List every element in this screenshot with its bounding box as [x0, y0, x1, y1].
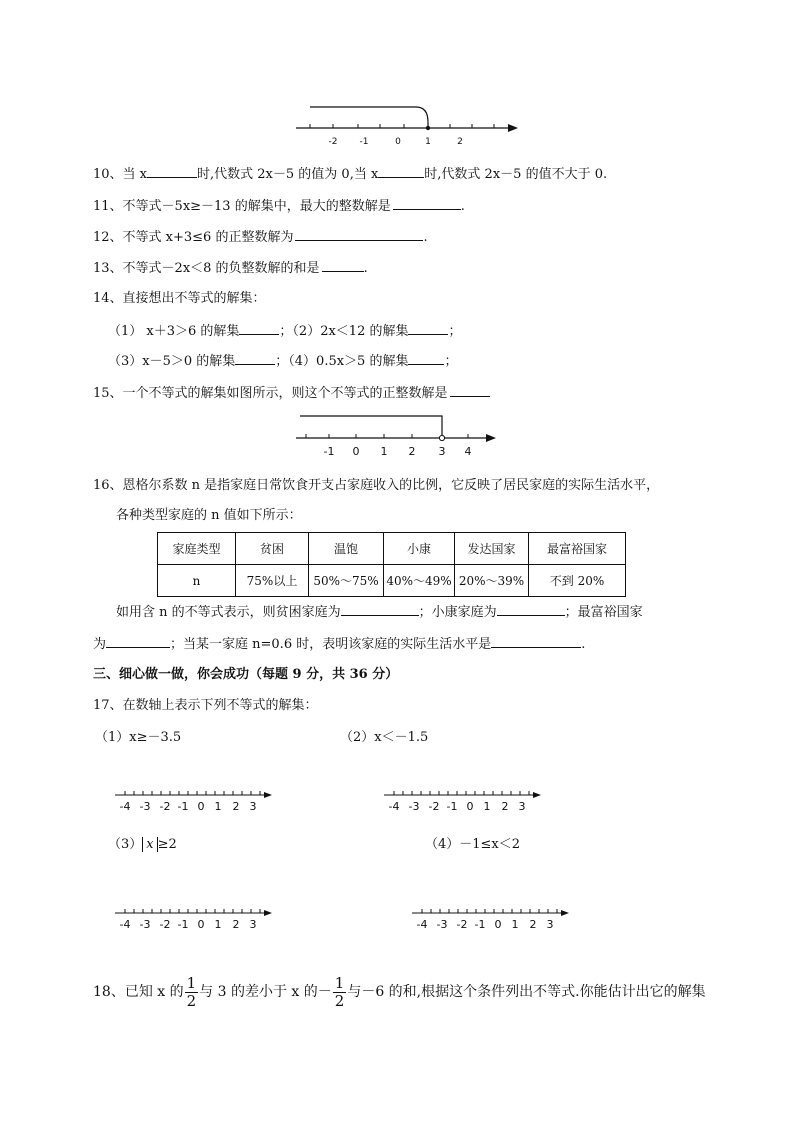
answer-blank[interactable]: [408, 322, 448, 335]
absolute-value: x: [142, 837, 157, 852]
tick-label: 2: [529, 918, 537, 931]
tick-label: 2: [408, 445, 416, 458]
tick-label: -4: [119, 800, 131, 813]
table-cell: 20%～39%: [455, 565, 529, 597]
question-17-title: 17、在数轴上表示下列不等式的解集：: [93, 698, 318, 713]
tick-label: 0: [494, 918, 502, 931]
answer-blank[interactable]: [147, 165, 197, 178]
question-17-part-1: （1）x≥－3.5: [95, 730, 182, 745]
answer-blank[interactable]: [393, 197, 461, 210]
tick-label: 0: [466, 800, 474, 813]
question-15: 15、一个不等式的解集如图所示，则这个不等式的正整数解是: [93, 384, 490, 403]
tick-label: 2: [501, 800, 509, 813]
question-12: 12、不等式 x+3≤6 的正整数解为 .: [93, 230, 428, 245]
engel-table: [157, 532, 626, 597]
tick-label: 1: [380, 445, 388, 458]
tick-label: 3: [518, 800, 526, 813]
hollow-point: [439, 435, 444, 440]
tick-label: -3: [408, 800, 420, 813]
axis-arrow: [561, 910, 569, 916]
table-cell: 不到 20%: [529, 565, 626, 597]
question-14-row-2: （3）x－5＞0 的解集 ；（4）0.5x＞5 的解集 ；: [108, 354, 458, 369]
question-11: 11、不等式－5x≥－13 的解集中，最大的整数解是 .: [93, 199, 465, 214]
table-row: [158, 533, 626, 565]
answer-blank[interactable]: [106, 635, 170, 648]
tick-label: -4: [388, 800, 400, 813]
axis-arrow: [264, 910, 272, 916]
tick-label: 2: [457, 137, 463, 147]
number-line-17-3: [112, 904, 274, 934]
tick-label: 0: [197, 918, 205, 931]
question-17-part-3: （3） x ≥2: [108, 837, 177, 852]
tick-label: -1: [446, 800, 458, 813]
tick-label: -4: [416, 918, 428, 931]
tick-label: 4: [464, 445, 472, 458]
solution-bracket: [300, 416, 442, 438]
tick-label: 1: [483, 800, 491, 813]
axis-arrow: [533, 792, 541, 798]
table-cell: 贫困: [236, 533, 309, 565]
tick-label: -2: [328, 137, 338, 147]
tick-label: -2: [159, 800, 171, 813]
question-16-line-2: 各种类型家庭的 n 值如下所示：: [116, 508, 302, 523]
tick-label: 0: [352, 445, 360, 458]
tick-label: 3: [438, 445, 446, 458]
number-line-top: [292, 100, 524, 152]
tick-label: 1: [425, 137, 431, 147]
axis-arrow: [264, 792, 272, 798]
question-14-row-1: （1） x＋3＞6 的解集 ；（2）2x＜12 的解集 ；: [108, 324, 462, 339]
question-10: 10、当 x 时,代数式 2x－5 的值为 0,当 x 时,代数式 2x－5 的值不大于 0.: [93, 167, 608, 182]
answer-blank[interactable]: [450, 384, 490, 397]
axis-arrow: [486, 434, 496, 442]
number-line-17-2: [381, 786, 543, 816]
answer-blank[interactable]: [408, 352, 444, 365]
tick-label: 3: [249, 800, 257, 813]
tick-label: 0: [197, 800, 205, 813]
tick-label: -3: [436, 918, 448, 931]
question-16-line-3: 如用含 n 的不等式表示，则贫困家庭为 ；小康家庭为 ；最富裕国家: [116, 605, 643, 620]
tick-label: 0: [395, 137, 401, 147]
number-line-17-1: [112, 786, 274, 816]
tick-label: 2: [232, 918, 240, 931]
table-cell: 75%以上: [236, 565, 309, 597]
table-cell: 小康: [384, 533, 455, 565]
question-16-line-4: 为 ；当某一家庭 n=0.6 时，表明该家庭的实际生活水平是 .: [93, 637, 586, 652]
table-cell: 最富裕国家: [529, 533, 626, 565]
table-cell: 家庭类型: [158, 533, 236, 565]
question-14-title: 14、直接想出不等式的解集：: [93, 291, 266, 306]
tick-label: -3: [139, 800, 151, 813]
tick-label: -1: [474, 918, 486, 931]
section-3-heading: 三、细心做一做，你会成功（每题 9 分，共 36 分）: [93, 667, 399, 682]
question-17-part-4: （4）－1≤x＜2: [425, 837, 521, 852]
tick-label: -2: [456, 918, 468, 931]
solid-point: [426, 126, 430, 130]
question-16-line-1: 16、恩格尔系数 n 是指家庭日常饮食开支占家庭收入的比例，它反映了居民家庭的实际生活水平，: [93, 478, 660, 493]
tick-label: -1: [177, 800, 189, 813]
table-row: [158, 565, 626, 597]
table-cell: 50%～75%: [309, 565, 384, 597]
axis-arrow: [508, 124, 518, 132]
table-cell: 发达国家: [455, 533, 529, 565]
answer-blank[interactable]: [322, 259, 364, 272]
number-line-q15: [292, 410, 502, 460]
answer-blank[interactable]: [295, 228, 423, 241]
table-cell: 温饱: [309, 533, 384, 565]
question-13: 13、不等式－2x＜8 的负整数解的和是 .: [93, 261, 368, 276]
question-18: 18、已知 x 的 $\frac{1}{2}$ 与 3 的差小于 x 的－ $\frac{1}{2}$ 与－6 的和,根据这个条件列出不等式.你能估计出它的解集: [93, 973, 706, 1010]
answer-blank[interactable]: [497, 603, 565, 616]
tick-label: 1: [511, 918, 519, 931]
tick-label: -4: [119, 918, 131, 931]
fraction: $\frac{1}{2}$: [186, 973, 197, 1010]
tick-label: 3: [249, 918, 257, 931]
fraction: $\frac{1}{2}$: [334, 973, 345, 1010]
answer-blank[interactable]: [341, 603, 419, 616]
answer-blank[interactable]: [491, 635, 581, 648]
solution-ray: [310, 107, 428, 127]
tick-label: -1: [177, 918, 189, 931]
table-cell: 40%～49%: [384, 565, 455, 597]
tick-label: -1: [323, 445, 335, 458]
tick-label: -2: [159, 918, 171, 931]
table-cell: n: [158, 565, 236, 597]
number-line-17-4: [409, 904, 571, 934]
answer-blank[interactable]: [239, 322, 279, 335]
tick-label: -1: [359, 137, 369, 147]
tick-label: -3: [139, 918, 151, 931]
tick-label: 2: [232, 800, 240, 813]
tick-label: 1: [214, 918, 222, 931]
tick-label: 3: [546, 918, 554, 931]
question-17-part-2: （2）x＜－1.5: [340, 730, 429, 745]
answer-blank[interactable]: [378, 165, 424, 178]
tick-label: -2: [428, 800, 440, 813]
tick-label: 1: [214, 800, 222, 813]
answer-blank[interactable]: [235, 352, 275, 365]
